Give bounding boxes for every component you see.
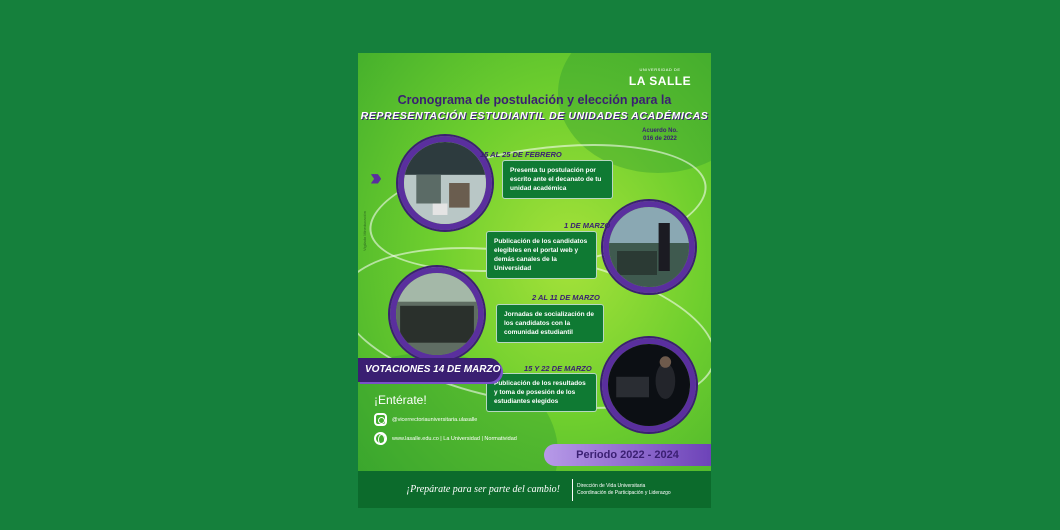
instagram-handle[interactable]: @vicerrectoriauniversitaria.ulasalle	[392, 416, 478, 423]
photo-image	[404, 142, 486, 224]
chevrons-icon: ›››	[370, 164, 376, 191]
step-3-date: 2 AL 11 DE MARZO	[532, 293, 600, 302]
periodo-banner: Periodo 2022 - 2024	[544, 444, 711, 466]
step-1-date: 15 AL 25 DE FEBRERO	[480, 150, 562, 159]
website-link[interactable]: www.lasalle.edu.co | La Universidad | Normatividad	[392, 435, 517, 442]
web-row	[374, 432, 517, 445]
enterate-heading: ¡Entérate!	[374, 393, 427, 407]
footer-bar	[358, 471, 711, 508]
photo-step-1	[398, 136, 492, 230]
globe-icon	[374, 432, 387, 445]
title-line-2: REPRESENTACIÓN ESTUDIANTIL DE UNIDADES ACADÉMICAS	[360, 110, 709, 122]
step-2-date: 1 DE MARZO	[564, 221, 611, 230]
step-3-box: Jornadas de socialización de los candidatos con la comunidad estudiantil	[496, 304, 604, 343]
election-poster	[358, 53, 711, 508]
instagram-icon	[374, 413, 387, 426]
side-note: Vigilada Mineducación	[362, 211, 367, 251]
step-4-date: 15 Y 22 DE MARZO	[524, 364, 592, 373]
footer-slogan: ¡Prepárate para ser parte del cambio!	[406, 484, 560, 495]
step-2-box: Publicación de los candidatos elegibles en el portal web y demás canales de la Universidad	[486, 231, 597, 279]
step-1-box: Presenta tu postulación por escrito ante el decanato de tu unidad académica	[502, 160, 613, 199]
step-4-box: Publicación de los resultados y toma de posesión de los estudiantes elegidos	[486, 373, 597, 412]
university-logo: UNIVERSIDAD DE LA SALLE	[628, 67, 692, 88]
footer-department: Dirección de Vida Universitaria Coordinación de Participación y Liderazgo	[577, 482, 671, 496]
voting-date-banner: VOTACIONES 14 DE MARZO	[358, 358, 501, 382]
photo-image	[396, 273, 478, 355]
photo-image	[608, 344, 690, 426]
footer-divider	[572, 479, 573, 501]
instagram-row	[374, 413, 477, 426]
photo-step-2	[603, 201, 695, 293]
acuerdo-reference: Acuerdo No. 016 de 2022	[642, 128, 678, 142]
photo-step-4	[602, 338, 696, 432]
title-line-1: Cronograma de postulación y elección para la	[397, 93, 672, 107]
photo-image	[609, 207, 689, 287]
photo-step-3	[390, 267, 484, 361]
